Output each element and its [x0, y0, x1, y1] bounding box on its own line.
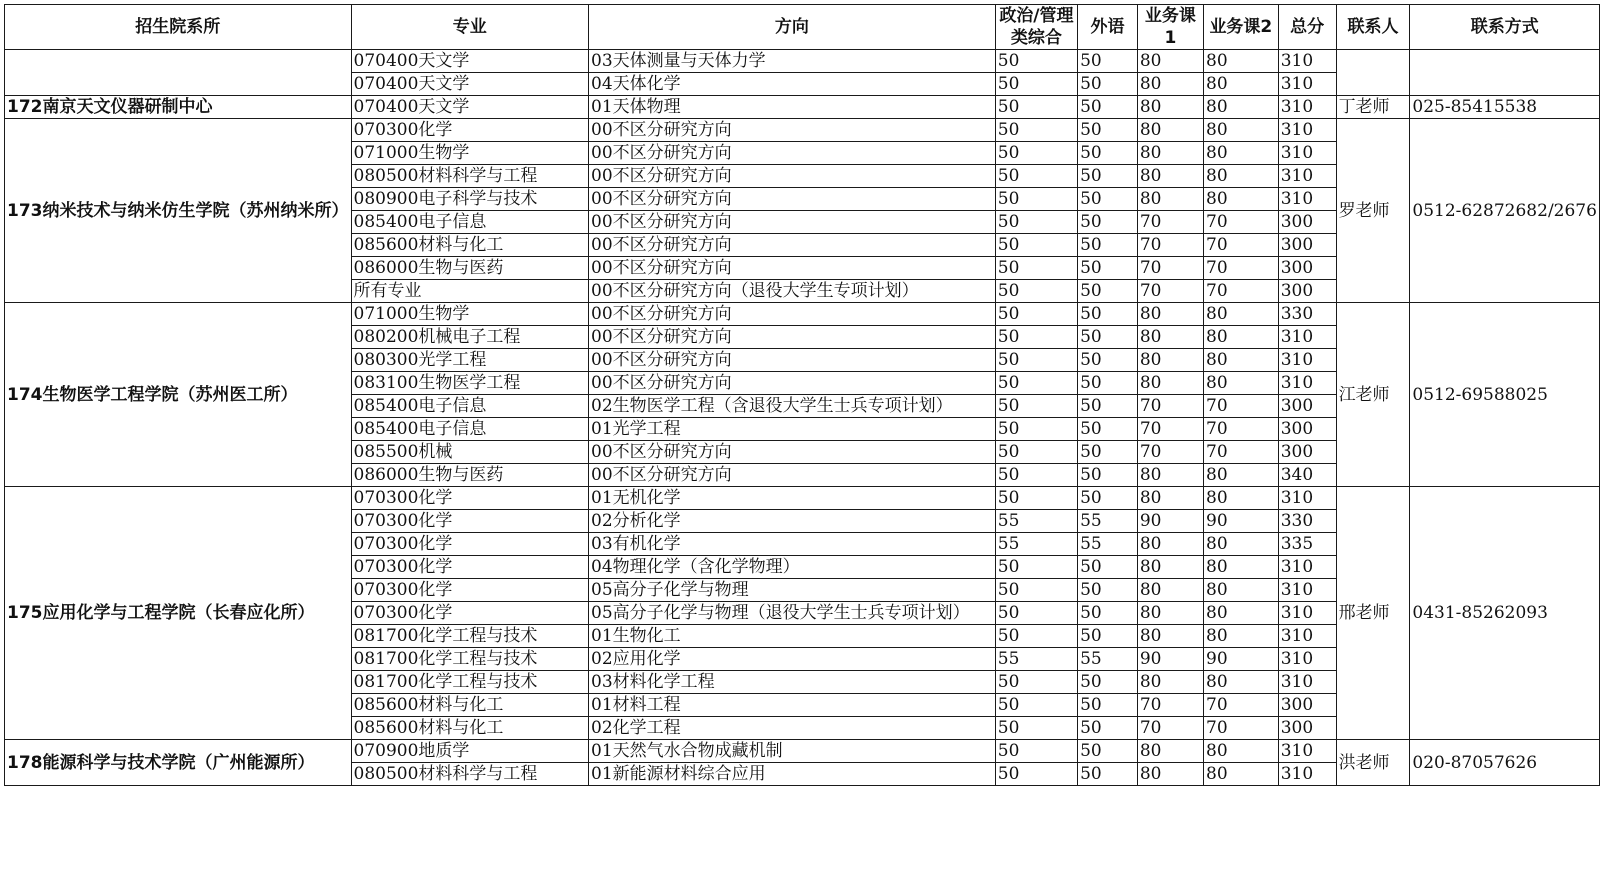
direction-cell: 01新能源材料综合应用 — [589, 763, 996, 786]
major-cell: 071000生物学 — [351, 142, 589, 165]
course2-score-cell: 80 — [1204, 349, 1279, 372]
politics-score-cell: 50 — [995, 188, 1077, 211]
foreign-score-cell: 50 — [1078, 349, 1138, 372]
total-score-cell: 300 — [1278, 234, 1336, 257]
direction-cell: 01无机化学 — [589, 487, 996, 510]
course2-score-cell: 70 — [1204, 234, 1279, 257]
foreign-score-cell: 50 — [1078, 418, 1138, 441]
dept-cell: 172南京天文仪器研制中心 — [5, 96, 352, 119]
major-cell: 070300化学 — [351, 510, 589, 533]
contact-cell — [1336, 50, 1410, 96]
course2-score-cell: 80 — [1204, 740, 1279, 763]
foreign-score-cell: 50 — [1078, 740, 1138, 763]
major-cell: 086000生物与医药 — [351, 464, 589, 487]
total-score-cell: 310 — [1278, 372, 1336, 395]
major-cell: 085600材料与化工 — [351, 234, 589, 257]
politics-score-cell: 50 — [995, 257, 1077, 280]
contact-cell: 丁老师 — [1336, 96, 1410, 119]
politics-score-cell: 50 — [995, 142, 1077, 165]
direction-cell: 00不区分研究方向（退役大学生专项计划） — [589, 280, 996, 303]
direction-cell: 01天然气水合物成藏机制 — [589, 740, 996, 763]
politics-score-cell: 50 — [995, 73, 1077, 96]
table-body — [5, 50, 1600, 786]
course2-score-cell: 70 — [1204, 395, 1279, 418]
header-major: 专业 — [351, 5, 589, 50]
course1-score-cell: 70 — [1137, 234, 1203, 257]
course2-score-cell: 80 — [1204, 50, 1279, 73]
major-cell: 070300化学 — [351, 556, 589, 579]
header-dept: 招生院系所 — [5, 5, 352, 50]
direction-cell: 00不区分研究方向 — [589, 326, 996, 349]
politics-score-cell: 50 — [995, 165, 1077, 188]
total-score-cell: 310 — [1278, 763, 1336, 786]
course1-score-cell: 80 — [1137, 556, 1203, 579]
header-course2: 业务课2 — [1204, 5, 1279, 50]
politics-score-cell: 50 — [995, 625, 1077, 648]
major-cell: 080500材料科学与工程 — [351, 763, 589, 786]
major-cell: 085400电子信息 — [351, 395, 589, 418]
total-score-cell: 300 — [1278, 418, 1336, 441]
major-cell: 085400电子信息 — [351, 211, 589, 234]
direction-cell: 04天体化学 — [589, 73, 996, 96]
foreign-score-cell: 50 — [1078, 717, 1138, 740]
course2-score-cell: 70 — [1204, 211, 1279, 234]
direction-cell: 00不区分研究方向 — [589, 142, 996, 165]
total-score-cell: 340 — [1278, 464, 1336, 487]
politics-score-cell: 50 — [995, 50, 1077, 73]
direction-cell: 03天体测量与天体力学 — [589, 50, 996, 73]
foreign-score-cell: 50 — [1078, 280, 1138, 303]
direction-cell: 00不区分研究方向 — [589, 119, 996, 142]
politics-score-cell: 50 — [995, 326, 1077, 349]
total-score-cell: 310 — [1278, 579, 1336, 602]
total-score-cell: 310 — [1278, 602, 1336, 625]
major-cell: 085600材料与化工 — [351, 717, 589, 740]
course1-score-cell: 80 — [1137, 303, 1203, 326]
course2-score-cell: 80 — [1204, 372, 1279, 395]
direction-cell: 05高分子化学与物理 — [589, 579, 996, 602]
total-score-cell: 310 — [1278, 625, 1336, 648]
politics-score-cell: 50 — [995, 694, 1077, 717]
direction-cell: 04物理化学（含化学物理） — [589, 556, 996, 579]
course2-score-cell: 80 — [1204, 671, 1279, 694]
total-score-cell: 310 — [1278, 73, 1336, 96]
foreign-score-cell: 50 — [1078, 579, 1138, 602]
politics-score-cell: 50 — [995, 280, 1077, 303]
politics-score-cell: 50 — [995, 763, 1077, 786]
header-politics: 政治/管理类综合 — [995, 5, 1077, 50]
foreign-score-cell: 50 — [1078, 694, 1138, 717]
direction-cell: 02应用化学 — [589, 648, 996, 671]
major-cell: 085400电子信息 — [351, 418, 589, 441]
foreign-score-cell: 55 — [1078, 648, 1138, 671]
foreign-score-cell: 50 — [1078, 464, 1138, 487]
major-cell: 070300化学 — [351, 602, 589, 625]
direction-cell: 02化学工程 — [589, 717, 996, 740]
course1-score-cell: 80 — [1137, 372, 1203, 395]
total-score-cell: 310 — [1278, 96, 1336, 119]
total-score-cell: 300 — [1278, 211, 1336, 234]
direction-cell: 01生物化工 — [589, 625, 996, 648]
politics-score-cell: 55 — [995, 510, 1077, 533]
direction-cell: 01光学工程 — [589, 418, 996, 441]
politics-score-cell: 50 — [995, 441, 1077, 464]
direction-cell: 00不区分研究方向 — [589, 188, 996, 211]
course2-score-cell: 80 — [1204, 142, 1279, 165]
foreign-score-cell: 55 — [1078, 533, 1138, 556]
foreign-score-cell: 50 — [1078, 441, 1138, 464]
course1-score-cell: 80 — [1137, 579, 1203, 602]
foreign-score-cell: 55 — [1078, 510, 1138, 533]
major-cell: 086000生物与医药 — [351, 257, 589, 280]
course2-score-cell: 90 — [1204, 648, 1279, 671]
politics-score-cell: 50 — [995, 211, 1077, 234]
course1-score-cell: 70 — [1137, 211, 1203, 234]
major-cell: 070300化学 — [351, 579, 589, 602]
direction-cell: 05高分子化学与物理（退役大学生士兵专项计划） — [589, 602, 996, 625]
contact-cell: 洪老师 — [1336, 740, 1410, 786]
course2-score-cell: 80 — [1204, 464, 1279, 487]
course2-score-cell: 80 — [1204, 763, 1279, 786]
course2-score-cell: 80 — [1204, 625, 1279, 648]
foreign-score-cell: 50 — [1078, 556, 1138, 579]
total-score-cell: 300 — [1278, 257, 1336, 280]
course1-score-cell: 70 — [1137, 441, 1203, 464]
course1-score-cell: 80 — [1137, 50, 1203, 73]
total-score-cell: 310 — [1278, 142, 1336, 165]
total-score-cell: 335 — [1278, 533, 1336, 556]
course1-score-cell: 80 — [1137, 142, 1203, 165]
course1-score-cell: 80 — [1137, 602, 1203, 625]
total-score-cell: 300 — [1278, 441, 1336, 464]
direction-cell: 00不区分研究方向 — [589, 211, 996, 234]
course1-score-cell: 80 — [1137, 740, 1203, 763]
direction-cell: 00不区分研究方向 — [589, 257, 996, 280]
contact-cell: 邢老师 — [1336, 487, 1410, 740]
politics-score-cell: 50 — [995, 96, 1077, 119]
politics-score-cell: 50 — [995, 602, 1077, 625]
foreign-score-cell: 50 — [1078, 487, 1138, 510]
total-score-cell: 300 — [1278, 694, 1336, 717]
direction-cell: 03有机化学 — [589, 533, 996, 556]
contact-cell: 江老师 — [1336, 303, 1410, 487]
major-cell: 080500材料科学与工程 — [351, 165, 589, 188]
table-row — [5, 487, 1600, 510]
foreign-score-cell: 50 — [1078, 625, 1138, 648]
total-score-cell: 310 — [1278, 326, 1336, 349]
course2-score-cell: 70 — [1204, 694, 1279, 717]
course2-score-cell: 80 — [1204, 533, 1279, 556]
foreign-score-cell: 50 — [1078, 119, 1138, 142]
phone-cell — [1410, 50, 1600, 96]
course1-score-cell: 80 — [1137, 349, 1203, 372]
course1-score-cell: 90 — [1137, 510, 1203, 533]
course2-score-cell: 80 — [1204, 326, 1279, 349]
direction-cell: 00不区分研究方向 — [589, 165, 996, 188]
course1-score-cell: 80 — [1137, 73, 1203, 96]
total-score-cell: 310 — [1278, 740, 1336, 763]
foreign-score-cell: 50 — [1078, 395, 1138, 418]
politics-score-cell: 50 — [995, 395, 1077, 418]
politics-score-cell: 50 — [995, 487, 1077, 510]
header-foreign: 外语 — [1078, 5, 1138, 50]
major-cell: 085500机械 — [351, 441, 589, 464]
direction-cell: 00不区分研究方向 — [589, 303, 996, 326]
politics-score-cell: 50 — [995, 234, 1077, 257]
table-row — [5, 740, 1600, 763]
table-row — [5, 50, 1600, 73]
course1-score-cell: 80 — [1137, 671, 1203, 694]
foreign-score-cell: 50 — [1078, 303, 1138, 326]
politics-score-cell: 50 — [995, 119, 1077, 142]
table-row — [5, 96, 1600, 119]
phone-cell: 025-85415538 — [1410, 96, 1600, 119]
total-score-cell: 310 — [1278, 671, 1336, 694]
major-cell: 所有专业 — [351, 280, 589, 303]
phone-cell: 020-87057626 — [1410, 740, 1600, 786]
course2-score-cell: 80 — [1204, 73, 1279, 96]
foreign-score-cell: 50 — [1078, 50, 1138, 73]
course1-score-cell: 80 — [1137, 625, 1203, 648]
course2-score-cell: 80 — [1204, 119, 1279, 142]
course2-score-cell: 80 — [1204, 556, 1279, 579]
politics-score-cell: 55 — [995, 533, 1077, 556]
total-score-cell: 310 — [1278, 50, 1336, 73]
politics-score-cell: 50 — [995, 418, 1077, 441]
course2-score-cell: 70 — [1204, 418, 1279, 441]
major-cell: 070400天文学 — [351, 50, 589, 73]
course1-score-cell: 70 — [1137, 694, 1203, 717]
politics-score-cell: 55 — [995, 648, 1077, 671]
dept-cell: 173纳米技术与纳米仿生学院（苏州纳米所） — [5, 119, 352, 303]
course1-score-cell: 80 — [1137, 326, 1203, 349]
total-score-cell: 310 — [1278, 349, 1336, 372]
dept-cell: 175应用化学与工程学院（长春应化所） — [5, 487, 352, 740]
course1-score-cell: 70 — [1137, 280, 1203, 303]
direction-cell: 00不区分研究方向 — [589, 372, 996, 395]
course1-score-cell: 80 — [1137, 188, 1203, 211]
major-cell: 070400天文学 — [351, 73, 589, 96]
foreign-score-cell: 50 — [1078, 671, 1138, 694]
total-score-cell: 310 — [1278, 165, 1336, 188]
phone-cell: 0431-85262093 — [1410, 487, 1600, 740]
major-cell: 070900地质学 — [351, 740, 589, 763]
politics-score-cell: 50 — [995, 740, 1077, 763]
foreign-score-cell: 50 — [1078, 257, 1138, 280]
course1-score-cell: 80 — [1137, 119, 1203, 142]
politics-score-cell: 50 — [995, 671, 1077, 694]
course2-score-cell: 80 — [1204, 579, 1279, 602]
direction-cell: 01材料工程 — [589, 694, 996, 717]
course2-score-cell: 70 — [1204, 280, 1279, 303]
total-score-cell: 310 — [1278, 487, 1336, 510]
foreign-score-cell: 50 — [1078, 96, 1138, 119]
course2-score-cell: 90 — [1204, 510, 1279, 533]
politics-score-cell: 50 — [995, 372, 1077, 395]
politics-score-cell: 50 — [995, 464, 1077, 487]
major-cell: 080900电子科学与技术 — [351, 188, 589, 211]
major-cell: 081700化学工程与技术 — [351, 648, 589, 671]
foreign-score-cell: 50 — [1078, 234, 1138, 257]
politics-score-cell: 50 — [995, 579, 1077, 602]
admission-score-table — [4, 4, 1600, 786]
contact-cell: 罗老师 — [1336, 119, 1410, 303]
foreign-score-cell: 50 — [1078, 326, 1138, 349]
header-phone: 联系方式 — [1410, 5, 1600, 50]
dept-cell: 174生物医学工程学院（苏州医工所） — [5, 303, 352, 487]
total-score-cell: 310 — [1278, 556, 1336, 579]
direction-cell: 00不区分研究方向 — [589, 349, 996, 372]
foreign-score-cell: 50 — [1078, 763, 1138, 786]
course2-score-cell: 80 — [1204, 188, 1279, 211]
total-score-cell: 310 — [1278, 119, 1336, 142]
direction-cell: 01天体物理 — [589, 96, 996, 119]
course2-score-cell: 80 — [1204, 487, 1279, 510]
major-cell: 081700化学工程与技术 — [351, 625, 589, 648]
direction-cell: 00不区分研究方向 — [589, 441, 996, 464]
direction-cell: 03材料化学工程 — [589, 671, 996, 694]
table-row — [5, 303, 1600, 326]
total-score-cell: 330 — [1278, 510, 1336, 533]
foreign-score-cell: 50 — [1078, 211, 1138, 234]
table-row — [5, 119, 1600, 142]
total-score-cell: 310 — [1278, 188, 1336, 211]
header-direction: 方向 — [589, 5, 996, 50]
direction-cell: 00不区分研究方向 — [589, 234, 996, 257]
course1-score-cell: 80 — [1137, 487, 1203, 510]
header-total: 总分 — [1278, 5, 1336, 50]
major-cell: 085600材料与化工 — [351, 694, 589, 717]
header-course1: 业务课1 — [1137, 5, 1203, 50]
foreign-score-cell: 50 — [1078, 165, 1138, 188]
course1-score-cell: 80 — [1137, 533, 1203, 556]
course1-score-cell: 90 — [1137, 648, 1203, 671]
politics-score-cell: 50 — [995, 717, 1077, 740]
foreign-score-cell: 50 — [1078, 73, 1138, 96]
major-cell: 083100生物医学工程 — [351, 372, 589, 395]
major-cell: 071000生物学 — [351, 303, 589, 326]
total-score-cell: 300 — [1278, 395, 1336, 418]
header-contact: 联系人 — [1336, 5, 1410, 50]
course1-score-cell: 80 — [1137, 464, 1203, 487]
foreign-score-cell: 50 — [1078, 602, 1138, 625]
foreign-score-cell: 50 — [1078, 142, 1138, 165]
foreign-score-cell: 50 — [1078, 372, 1138, 395]
total-score-cell: 310 — [1278, 648, 1336, 671]
course2-score-cell: 80 — [1204, 602, 1279, 625]
foreign-score-cell: 50 — [1078, 188, 1138, 211]
politics-score-cell: 50 — [995, 556, 1077, 579]
total-score-cell: 330 — [1278, 303, 1336, 326]
dept-cell — [5, 50, 352, 96]
major-cell: 080300光学工程 — [351, 349, 589, 372]
dept-cell: 178能源科学与技术学院（广州能源所） — [5, 740, 352, 786]
major-cell: 070300化学 — [351, 119, 589, 142]
course2-score-cell: 80 — [1204, 303, 1279, 326]
major-cell: 070300化学 — [351, 487, 589, 510]
header-row — [5, 5, 1600, 50]
course2-score-cell: 70 — [1204, 257, 1279, 280]
total-score-cell: 300 — [1278, 717, 1336, 740]
direction-cell: 02分析化学 — [589, 510, 996, 533]
direction-cell: 00不区分研究方向 — [589, 464, 996, 487]
course2-score-cell: 80 — [1204, 165, 1279, 188]
phone-cell: 0512-62872682/2676 — [1410, 119, 1600, 303]
major-cell: 080200机械电子工程 — [351, 326, 589, 349]
course1-score-cell: 80 — [1137, 165, 1203, 188]
total-score-cell: 300 — [1278, 280, 1336, 303]
direction-cell: 02生物医学工程（含退役大学生士兵专项计划） — [589, 395, 996, 418]
major-cell: 081700化学工程与技术 — [351, 671, 589, 694]
course2-score-cell: 70 — [1204, 441, 1279, 464]
course1-score-cell: 70 — [1137, 257, 1203, 280]
course2-score-cell: 80 — [1204, 96, 1279, 119]
politics-score-cell: 50 — [995, 349, 1077, 372]
course1-score-cell: 70 — [1137, 717, 1203, 740]
major-cell: 070400天文学 — [351, 96, 589, 119]
phone-cell: 0512-69588025 — [1410, 303, 1600, 487]
course1-score-cell: 80 — [1137, 763, 1203, 786]
course2-score-cell: 70 — [1204, 717, 1279, 740]
politics-score-cell: 50 — [995, 303, 1077, 326]
course1-score-cell: 80 — [1137, 96, 1203, 119]
major-cell: 070300化学 — [351, 533, 589, 556]
course1-score-cell: 70 — [1137, 418, 1203, 441]
course1-score-cell: 70 — [1137, 395, 1203, 418]
